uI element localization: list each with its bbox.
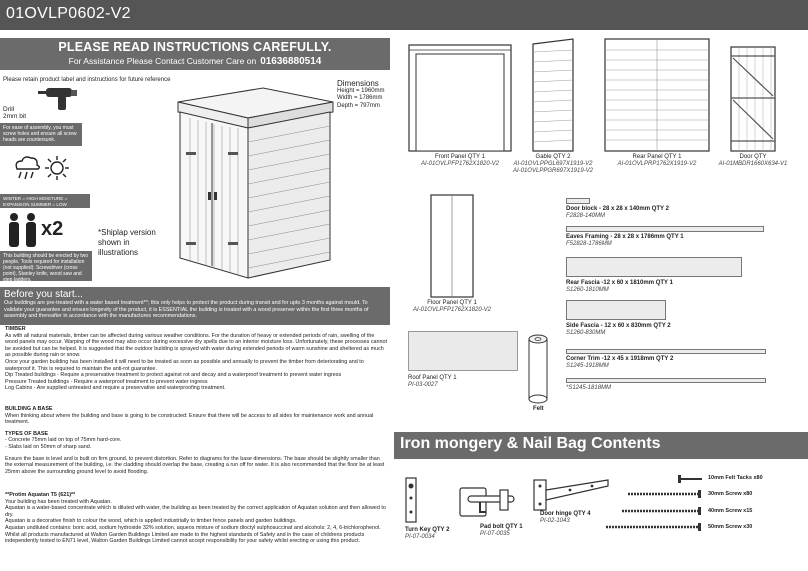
screw-40mm-icon: [620, 506, 702, 516]
retain-note: Please retain product label and instructions for future reference: [3, 77, 171, 83]
screw-50mm-icon: [604, 522, 702, 532]
screw-30mm-label: 30mm Screw x80: [708, 491, 753, 497]
front-panel-name: Front Panel QTY 1: [435, 154, 485, 160]
roof-panel-label: [408, 375, 457, 389]
protim-l2: Aquatan is a water-based concentrate which is diluted with water, the building as been treated by the correct application of Aquatan solution and then allowed to dry.: [5, 505, 386, 518]
gable-code-1: AI-01OVLPPGL697X1919-V2: [513, 161, 593, 167]
timber-p4: Pressure Treated buildings - Require a waterproof treatment to prevent water ingress: [5, 378, 208, 385]
gable-code-2: AI-01OVLPPGR697X1919-V2: [512, 168, 594, 174]
dimension-depth: Depth = 797mm: [337, 102, 380, 109]
corner-trim-alt-strip: [566, 378, 766, 383]
assistance-line: [0, 56, 390, 67]
corner-trim-alt-code: *S1245-1818MM: [566, 385, 612, 391]
roof-panel-name: Roof Panel QTY 1: [408, 375, 457, 381]
door-label: [716, 154, 790, 168]
rear-panel-label: [604, 154, 710, 168]
drill-size: 2mm bit: [3, 113, 27, 120]
door-hinge-code: PI-02-1043: [540, 518, 570, 524]
screw-30mm-icon: [626, 489, 702, 499]
dimensions-box: [337, 80, 385, 110]
ironmongery-title-bar: Iron mongery & Nail Bag Contents: [394, 432, 808, 459]
felt-roll-drawing: [526, 334, 550, 404]
door-block-label: [566, 206, 669, 220]
door-code: AI-01MBDR1660X634-V1: [718, 161, 788, 167]
protim-l5: Whilst all products manufactured at Walton Garden Buildings Limited are made to the highest standards of Safety and in the case of childrens products independently tested to EN71 level, Walton Garden Buildings Limited cannot accept responsibility for your safety whilst erecting or using this product.: [5, 531, 365, 545]
floor-panel-name: Floor Panel QTY 1: [427, 300, 477, 306]
shed-illustration: [168, 82, 338, 282]
eaves-framing-label: [566, 234, 684, 248]
base-title: BUILDING A BASE: [5, 406, 53, 412]
timber-section: [5, 326, 388, 392]
felt-tack-label: 10mm Felt Tacks x80: [708, 475, 763, 481]
eaves-framing-strip: [566, 226, 764, 232]
rain-icon: [12, 155, 42, 181]
side-fascia-label: [566, 323, 671, 337]
protim-title: **Protim Aquatan T5 (621)**: [5, 492, 76, 498]
gable-name: Gable QTY 2: [535, 154, 571, 160]
timber-p5: Log Cabins - Are supplied untreated and require a preservative and waterproofing treatment.: [5, 385, 226, 392]
door-name: Door QTY: [739, 154, 767, 160]
pad-bolt-label: [480, 524, 523, 538]
door-drawing: [730, 46, 776, 152]
floor-panel-drawing: [430, 194, 474, 298]
left-column: [0, 38, 390, 571]
base-type-2: - Slabs laid on 50mm of sharp sand.: [5, 443, 92, 450]
door-block-code: F2828-140MM: [566, 213, 606, 219]
eaves-framing-name: Eaves Framing - 28 x 28 x 1786mm QTY 1: [566, 234, 684, 240]
roof-panel-drawing: [408, 331, 518, 371]
door-hinge-label: [540, 511, 591, 525]
felt-tack-icon: [676, 474, 704, 484]
screw-50mm-label: 50mm Screw x30: [708, 524, 753, 530]
screw-40mm-label: 40mm Screw x15: [708, 508, 753, 514]
floor-panel-code: AI-01OVLPFP1762X1820-V2: [412, 307, 492, 313]
rear-panel-code: AI-01OVLPRP1762X1919-V2: [617, 161, 697, 167]
rear-fascia-strip: [566, 257, 742, 277]
drill-icon: [36, 86, 82, 112]
corner-trim-code: S1245-1918MM: [566, 363, 609, 369]
protim-l3: Aquatan is a decorative finish to colour the wood, which is applied industrially to timber fence panels and garden buildings.: [5, 518, 297, 525]
roof-panel-code: PI-03-0027: [408, 382, 438, 388]
door-block-name: Door block - 28 x 28 x 140mm QTY 2: [566, 206, 669, 212]
corner-trim-label: [566, 356, 673, 370]
dimension-width: Width = 1786mm: [337, 95, 383, 101]
pad-bolt-icon: [456, 480, 516, 522]
weather-note: WINTER = HIGH MOISTURE = EXPANSION SUMMER = LOW MOISTURE = CONTRACTION: [0, 194, 90, 208]
turn-key-name: Turn Key QTY 2: [405, 527, 450, 533]
side-fascia-name: Side Fascia - 12 x 60 x 830mm QTY 2: [566, 323, 671, 329]
door-block-strip: [566, 198, 590, 204]
drill-title: Drill: [3, 106, 15, 113]
front-panel-code: AI-01OVLPFP1762X1820-V2: [420, 161, 500, 167]
rear-fascia-label: [566, 280, 673, 294]
drill-label: [3, 106, 26, 120]
floor-panel-label: [402, 300, 502, 314]
people-icon: [6, 212, 40, 248]
base-section: [5, 406, 388, 475]
rear-fascia-name: Rear Fascia -12 x 60 x 1810mm QTY 1: [566, 280, 673, 286]
instructions-banner: [0, 38, 390, 70]
front-panel-drawing: [408, 44, 512, 152]
corner-trim-strip: [566, 349, 766, 354]
timber-p3: Dip Treated buildings - Require a preservative treatment to protect against rot and decay and a waterproof treatment to prevent water ingress: [5, 372, 342, 379]
shiplap-note: *Shiplap version shown in illustrations: [98, 228, 156, 257]
types-title: TYPES OF BASE: [5, 430, 49, 437]
turn-key-code: PI-07-0034: [405, 534, 435, 540]
front-panel-label: [408, 154, 512, 168]
protim-section: [5, 492, 388, 545]
protim-l4: Aquatan undiluted contains: boric acid, sodium hydroxide 32% solution, aqueos mixture of sodium dioctyl sulphosuccinat and alcohols: 2, 4, 6-trichlorophenol.: [5, 524, 381, 531]
assistance-text: For Assistance Please Contact Customer Care on: [68, 56, 257, 66]
side-fascia-code: S1260-830MM: [566, 330, 606, 336]
timber-title: TIMBER: [5, 326, 26, 332]
product-code: 01OVLP0602-V2: [6, 5, 131, 22]
timber-p2: Once your garden building has been installed it will need to be treated as soon as possible and annually to prevent the timber from deteriorating and to waterproof it. This is required to maintain the anti-rot guarantee.: [5, 358, 364, 372]
turn-key-label: [405, 527, 449, 541]
before-text: Our buildings are pre-treated with a water based treatment**; this only helps to protect the product during transit and for upto 3 months against mould. To validate your guarantee and ensure longevity of the product, it is ESSENTIAL the building is treated with a wood preserver within the first three months of assembly and thereafter in accordance with the manufactures recommendations.: [4, 300, 369, 320]
rear-panel-drawing: [604, 38, 710, 152]
phone-number: 01636880514: [260, 56, 322, 67]
before-you-start-box: [0, 287, 390, 325]
eaves-framing-code: F52828-1786MM: [566, 241, 612, 247]
before-title: Before you start...: [4, 289, 83, 300]
dimensions-title: Dimensions: [337, 79, 379, 88]
door-hinge-name: Door hinge QTY 4: [540, 511, 591, 517]
people-note: This building should be erected by two people. Tools required for installation (not supplied): Screwdriver (cross point), Stanley knife, wood saw and step ladders.: [0, 251, 92, 281]
rear-panel-name: Rear Panel QTY 1: [632, 154, 682, 160]
felt-label: Felt: [533, 406, 544, 412]
base-text: When thinking about where the building and base is going to be constructed: Ensure that there will be access to all sides for maintenance work and annual treatment.: [5, 412, 374, 426]
pad-bolt-code: PI-07-0035: [480, 531, 510, 537]
side-fascia-strip: [566, 300, 666, 320]
corner-trim-alt-label: [566, 385, 611, 392]
instructions-title: PLEASE READ INSTRUCTIONS CAREFULLY.: [58, 40, 332, 54]
people-count: x2: [41, 218, 64, 240]
timber-p1: As with all natural materials, timber can be affected during various weather conditions. For the duration of heavy or extended periods of rain, swelling of the wood panels may occur. Warping of the wood may also occur during excessive dry spells due to an interior moisture loss. Unfortunately, these processes cannot be avoided but can be helped. It is suggested that the outdoor building is sprayed with water during extended periods of warm sunshine and sheltered as much as possible during rain or snow.: [5, 332, 388, 359]
rear-fascia-code: S1260-1810MM: [566, 287, 609, 293]
turn-key-icon: [403, 476, 419, 526]
top-bar: [0, 0, 808, 30]
corner-trim-name: Corner Trim -12 x 45 x 1918mm QTY 2: [566, 356, 674, 362]
pad-bolt-name: Pad bolt QTY 1: [480, 524, 523, 530]
dimension-height: Height = 1960mm: [337, 87, 385, 94]
base-level: Ensure the base is level and is built on firm ground, to prevent distortion. Refer to diagrams for the base dimensions. The base should be slightly smaller than the external measurement of the building, i.e. the cladding should overlap the base, creating a run off for water. It is also recommended that the floor be at least 25mm above the surrounding ground level to avoid flooding.: [5, 455, 385, 475]
screw-note: For ease of assembly, you must screw holes and ensure all screw heads are countersunk.: [0, 123, 82, 146]
gable-label: [505, 154, 601, 175]
base-type-1: - Concrete 75mm laid on top of 75mm hard-core.: [5, 437, 122, 444]
door-hinge-icon: [530, 474, 610, 516]
sun-icon: [44, 155, 70, 181]
protim-l1: Your building has been treated with Aquatan.: [5, 498, 112, 505]
gable-drawing: [532, 38, 574, 152]
